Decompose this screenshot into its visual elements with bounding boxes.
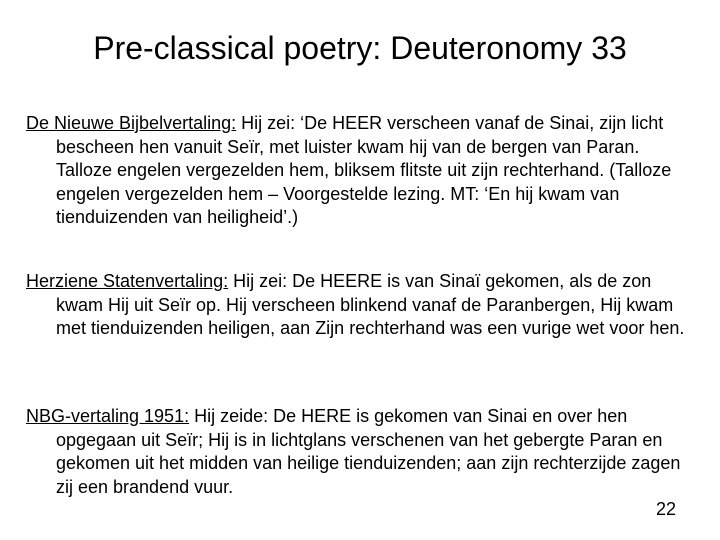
translation-entry-nbv [26, 112, 698, 230]
translation-entry-nbg1951 [26, 405, 698, 499]
slide-title: Pre-classical poetry: Deuteronomy 33 [93, 30, 627, 66]
translation-text: Hij zeide: De HERE is gekomen van Sinai en over hen opgegaan uit Seïr; Hij is in lichtglans verschenen van het gebergte Paran en gekomen uit het midden van heilige tienduizenden; aan zijn rechterzijde zagen zij een brandend vuur. [56, 406, 681, 497]
page-number: 22 [655, 499, 676, 519]
translation-text: Hij zei: De HEERE is van Sinaï gekomen, als de zon kwam Hij uit Seïr op. Hij verscheen blinkend vanaf de Paranbergen, Hij kwam met tienduizenden heiligen, aan Zijn rechterhand was een vurige wet voor hen. [56, 271, 685, 338]
translation-label: De Nieuwe Bijbelvertaling: [26, 113, 237, 133]
translation-entry-hsv [26, 270, 698, 341]
translation-label: Herziene Statenvertaling: [26, 271, 229, 291]
translation-text: Hij zei: ‘De HEER verscheen vanaf de Sinai, zijn licht bescheen hen vanuit Seïr, met luister kwam hij van de bergen van Paran. Talloze engelen vergezelden hem, bliksem flitste uit zijn rechterhand. (Talloze engelen vergezelden hem – Voorgestelde lezing. MT: ‘En hij kwam van tienduizenden van heiligheid’.) [56, 113, 672, 227]
translation-label: NBG-vertaling 1951: [26, 406, 190, 426]
